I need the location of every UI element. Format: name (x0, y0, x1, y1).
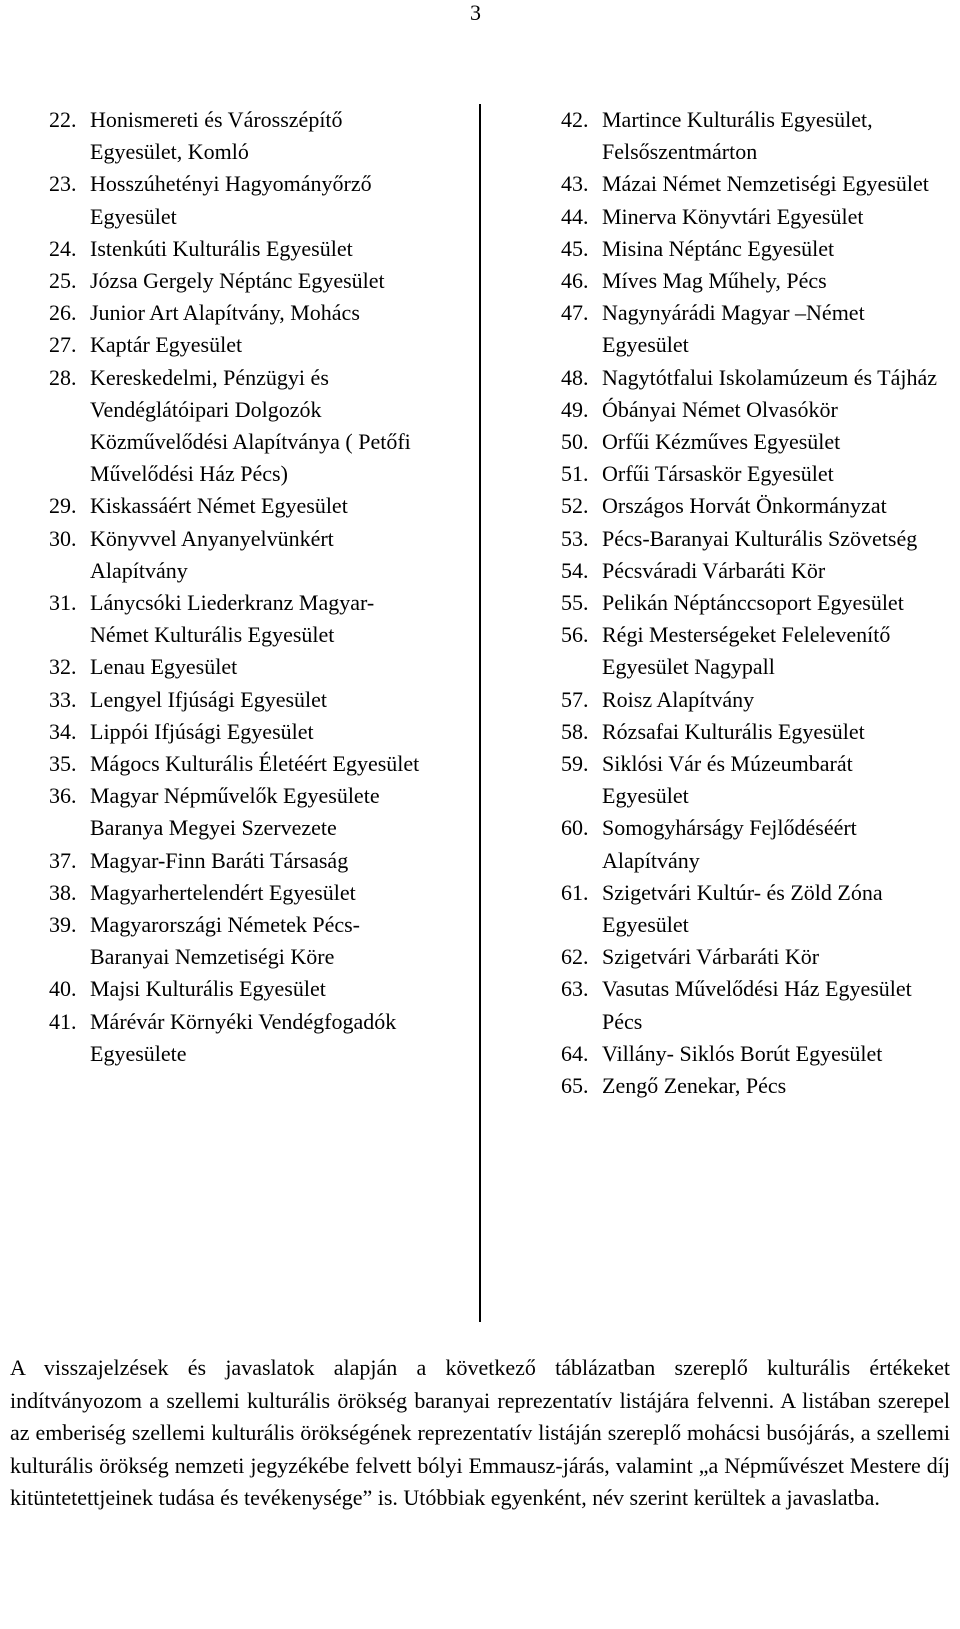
item-text: Országos Horvát Önkormányzat (602, 493, 887, 519)
right-column-list (561, 104, 959, 1102)
item-number: 51. (561, 461, 589, 487)
list-item (49, 297, 469, 329)
item-text: Vasutas Művelődési Ház Egyesület Pécs (602, 976, 912, 1034)
item-number: 61. (561, 879, 589, 905)
item-text: Honismereti és Városszépítő Egyesület, Komló (90, 107, 343, 165)
list-item (49, 362, 469, 491)
body-paragraph: A visszajelzések és javaslatok alapján a következő táblázatban szereplő kulturális értékeket indítványozom a szellemi kulturális örökség baranyai reprezentatív listájára felvenni. A listában szerepel az emberiség szellemi kulturális örökségének reprezentatív listáján szereplő mohácsi busójárás, a szellemi kulturális örökség nemzeti jegyzékébe felvett bólyi Emmausz-járás, valamint „a Népművészet Mestere díj kitüntetettjeinek tudása és tevékenysége” is. Utóbbiak egyenként, név szerint kerültek a javaslatba. (10, 1355, 950, 1510)
list-item (561, 684, 959, 716)
list-item (561, 523, 959, 555)
item-text: Martince Kulturális Egyesület, Felsőszentmárton (602, 107, 873, 165)
item-number: 49. (561, 396, 589, 422)
item-text: Kiskassáért Német Egyesület (90, 493, 348, 519)
item-number: 54. (561, 557, 589, 583)
item-text: Szigetvári Várbaráti Kör (602, 944, 820, 970)
item-text: Magyar-Finn Baráti Társaság (90, 847, 349, 873)
item-text: Mázai Német Nemzetiségi Egyesület (602, 171, 929, 197)
list-item (49, 748, 469, 780)
item-number: 45. (561, 235, 589, 261)
item-text: Somogyhárságy Fejlődéséért Alapítvány (602, 815, 857, 873)
item-number: 40. (49, 976, 77, 1002)
list-item (561, 458, 959, 490)
item-number: 31. (49, 590, 77, 616)
page-number: 3 (470, 0, 481, 25)
item-text: Lippói Ifjúsági Egyesület (90, 718, 314, 744)
list-item (561, 233, 959, 265)
item-number: 33. (49, 686, 77, 712)
item-number: 46. (561, 268, 589, 294)
list-item (561, 201, 959, 233)
item-number: 38. (49, 879, 77, 905)
item-text: Misina Néptánc Egyesület (602, 235, 835, 261)
item-number: 42. (561, 107, 589, 132)
list-item (561, 716, 959, 748)
item-text: Minerva Könyvtári Egyesület (602, 203, 864, 229)
item-number: 26. (49, 300, 77, 326)
item-text: Mágocs Kulturális Életéért Egyesület (90, 751, 420, 777)
item-number: 58. (561, 718, 589, 744)
item-number: 62. (561, 944, 589, 970)
item-number: 44. (561, 203, 589, 229)
item-text: Hosszúhetényi Hagyományőrző Egyesület (90, 171, 372, 229)
list-item (49, 168, 469, 232)
item-number: 43. (561, 171, 589, 197)
item-text: Junior Art Alapítvány, Mohács (90, 300, 360, 326)
item-number: 50. (561, 429, 589, 455)
item-number: 25. (49, 268, 77, 294)
item-text: Siklósi Vár és Múzeumbarát Egyesület (602, 751, 853, 809)
item-number: 64. (561, 1040, 589, 1066)
list-item (49, 780, 469, 844)
item-number: 27. (49, 332, 77, 358)
list-item (49, 909, 469, 973)
list-item (49, 877, 469, 909)
item-number: 37. (49, 847, 77, 873)
item-text: Míves Mag Műhely, Pécs (602, 268, 827, 294)
list-item (49, 845, 469, 877)
list-item (49, 973, 469, 1005)
list-item (561, 265, 959, 297)
list-item (561, 619, 959, 683)
item-number: 57. (561, 686, 589, 712)
list-item (561, 555, 959, 587)
list-item (561, 1038, 959, 1070)
item-text: Rózsafai Kulturális Egyesület (602, 718, 865, 744)
list-item (561, 812, 959, 876)
list-item (49, 265, 469, 297)
list-item (49, 587, 469, 651)
item-number: 30. (49, 525, 77, 551)
list-item (561, 394, 959, 426)
item-number: 36. (49, 783, 77, 809)
item-number: 63. (561, 976, 589, 1002)
item-number: 24. (49, 235, 77, 261)
item-number: 60. (561, 815, 589, 841)
item-number: 47. (561, 300, 589, 326)
item-text: Istenkúti Kulturális Egyesület (90, 235, 353, 261)
item-number: 39. (49, 912, 77, 938)
item-text: Józsa Gergely Néptánc Egyesület (90, 268, 385, 294)
item-text: Könyvvel Anyanyelvünkért Alapítvány (90, 525, 334, 583)
item-number: 34. (49, 718, 77, 744)
item-number: 55. (561, 590, 589, 616)
list-item (561, 297, 959, 361)
list-item (49, 1006, 469, 1070)
left-column-list (49, 104, 469, 1070)
item-text: Zengő Zenekar, Pécs (602, 1073, 787, 1099)
item-number: 28. (49, 364, 77, 390)
item-text: Pécsváradi Várbaráti Kör (602, 557, 826, 583)
item-number: 41. (49, 1008, 77, 1034)
list-item (49, 233, 469, 265)
list-item (49, 523, 469, 587)
item-text: Régi Mesterségeket Felelevenítő Egyesület Nagypall (602, 622, 891, 680)
item-text: Magyar Népművelők Egyesülete Baranya Megyei Szervezete (90, 783, 380, 841)
item-text: Kaptár Egyesület (90, 332, 243, 358)
item-number: 53. (561, 525, 589, 551)
item-text: Orfűi Kézműves Egyesület (602, 429, 841, 455)
list-item (561, 104, 959, 168)
item-number: 48. (561, 364, 589, 390)
list-item (561, 168, 959, 200)
item-text: Magyarhertelendért Egyesület (90, 879, 356, 905)
item-number: 22. (49, 107, 77, 132)
column-divider (479, 104, 481, 1322)
item-text: Lenau Egyesület (90, 654, 238, 680)
item-number: 65. (561, 1073, 589, 1099)
list-item (49, 490, 469, 522)
list-item (49, 651, 469, 683)
item-text: Kereskedelmi, Pénzügyi és Vendéglátóipari Dolgozók Közművelődési Alapítványa ( Petőfi Művelődési Ház Pécs) (90, 364, 411, 487)
list-item (561, 490, 959, 522)
list-item (49, 104, 469, 168)
item-number: 52. (561, 493, 589, 519)
item-text: Pécs-Baranyai Kulturális Szövetség (602, 525, 918, 551)
list-item (561, 1070, 959, 1102)
item-text: Villány- Siklós Borút Egyesület (602, 1040, 883, 1066)
item-text: Márévár Környéki Vendégfogadók Egyesülete (90, 1008, 397, 1066)
list-item (561, 587, 959, 619)
item-number: 59. (561, 751, 589, 777)
list-item (561, 362, 959, 394)
list-item (561, 748, 959, 812)
item-text: Nagynyárádi Magyar –Német Egyesület (602, 300, 865, 358)
list-item (561, 973, 959, 1037)
item-text: Magyarországi Németek Pécs-Baranyai Nemzetiségi Köre (90, 912, 361, 970)
item-text: Orfűi Társaskör Egyesület (602, 461, 834, 487)
item-text: Nagytótfalui Iskolamúzeum és Tájház (602, 364, 937, 390)
item-text: Lengyel Ifjúsági Egyesület (90, 686, 328, 712)
list-item (49, 684, 469, 716)
list-item (561, 877, 959, 941)
item-number: 23. (49, 171, 77, 197)
item-number: 29. (49, 493, 77, 519)
list-item (561, 941, 959, 973)
item-number: 32. (49, 654, 77, 680)
item-text: Pelikán Néptánccsoport Egyesület (602, 590, 904, 616)
item-text: Lánycsóki Liederkranz Magyar-Német Kulturális Egyesület (90, 590, 375, 648)
item-number: 35. (49, 751, 77, 777)
list-item (49, 329, 469, 361)
item-text: Szigetvári Kultúr- és Zöld Zóna Egyesület (602, 879, 883, 938)
item-text: Majsi Kulturális Egyesület (90, 976, 326, 1002)
item-text: Óbányai Német Olvasókör (602, 396, 838, 422)
item-number: 56. (561, 622, 589, 648)
list-item (561, 426, 959, 458)
item-text: Roisz Alapítvány (602, 686, 755, 712)
list-item (49, 716, 469, 748)
